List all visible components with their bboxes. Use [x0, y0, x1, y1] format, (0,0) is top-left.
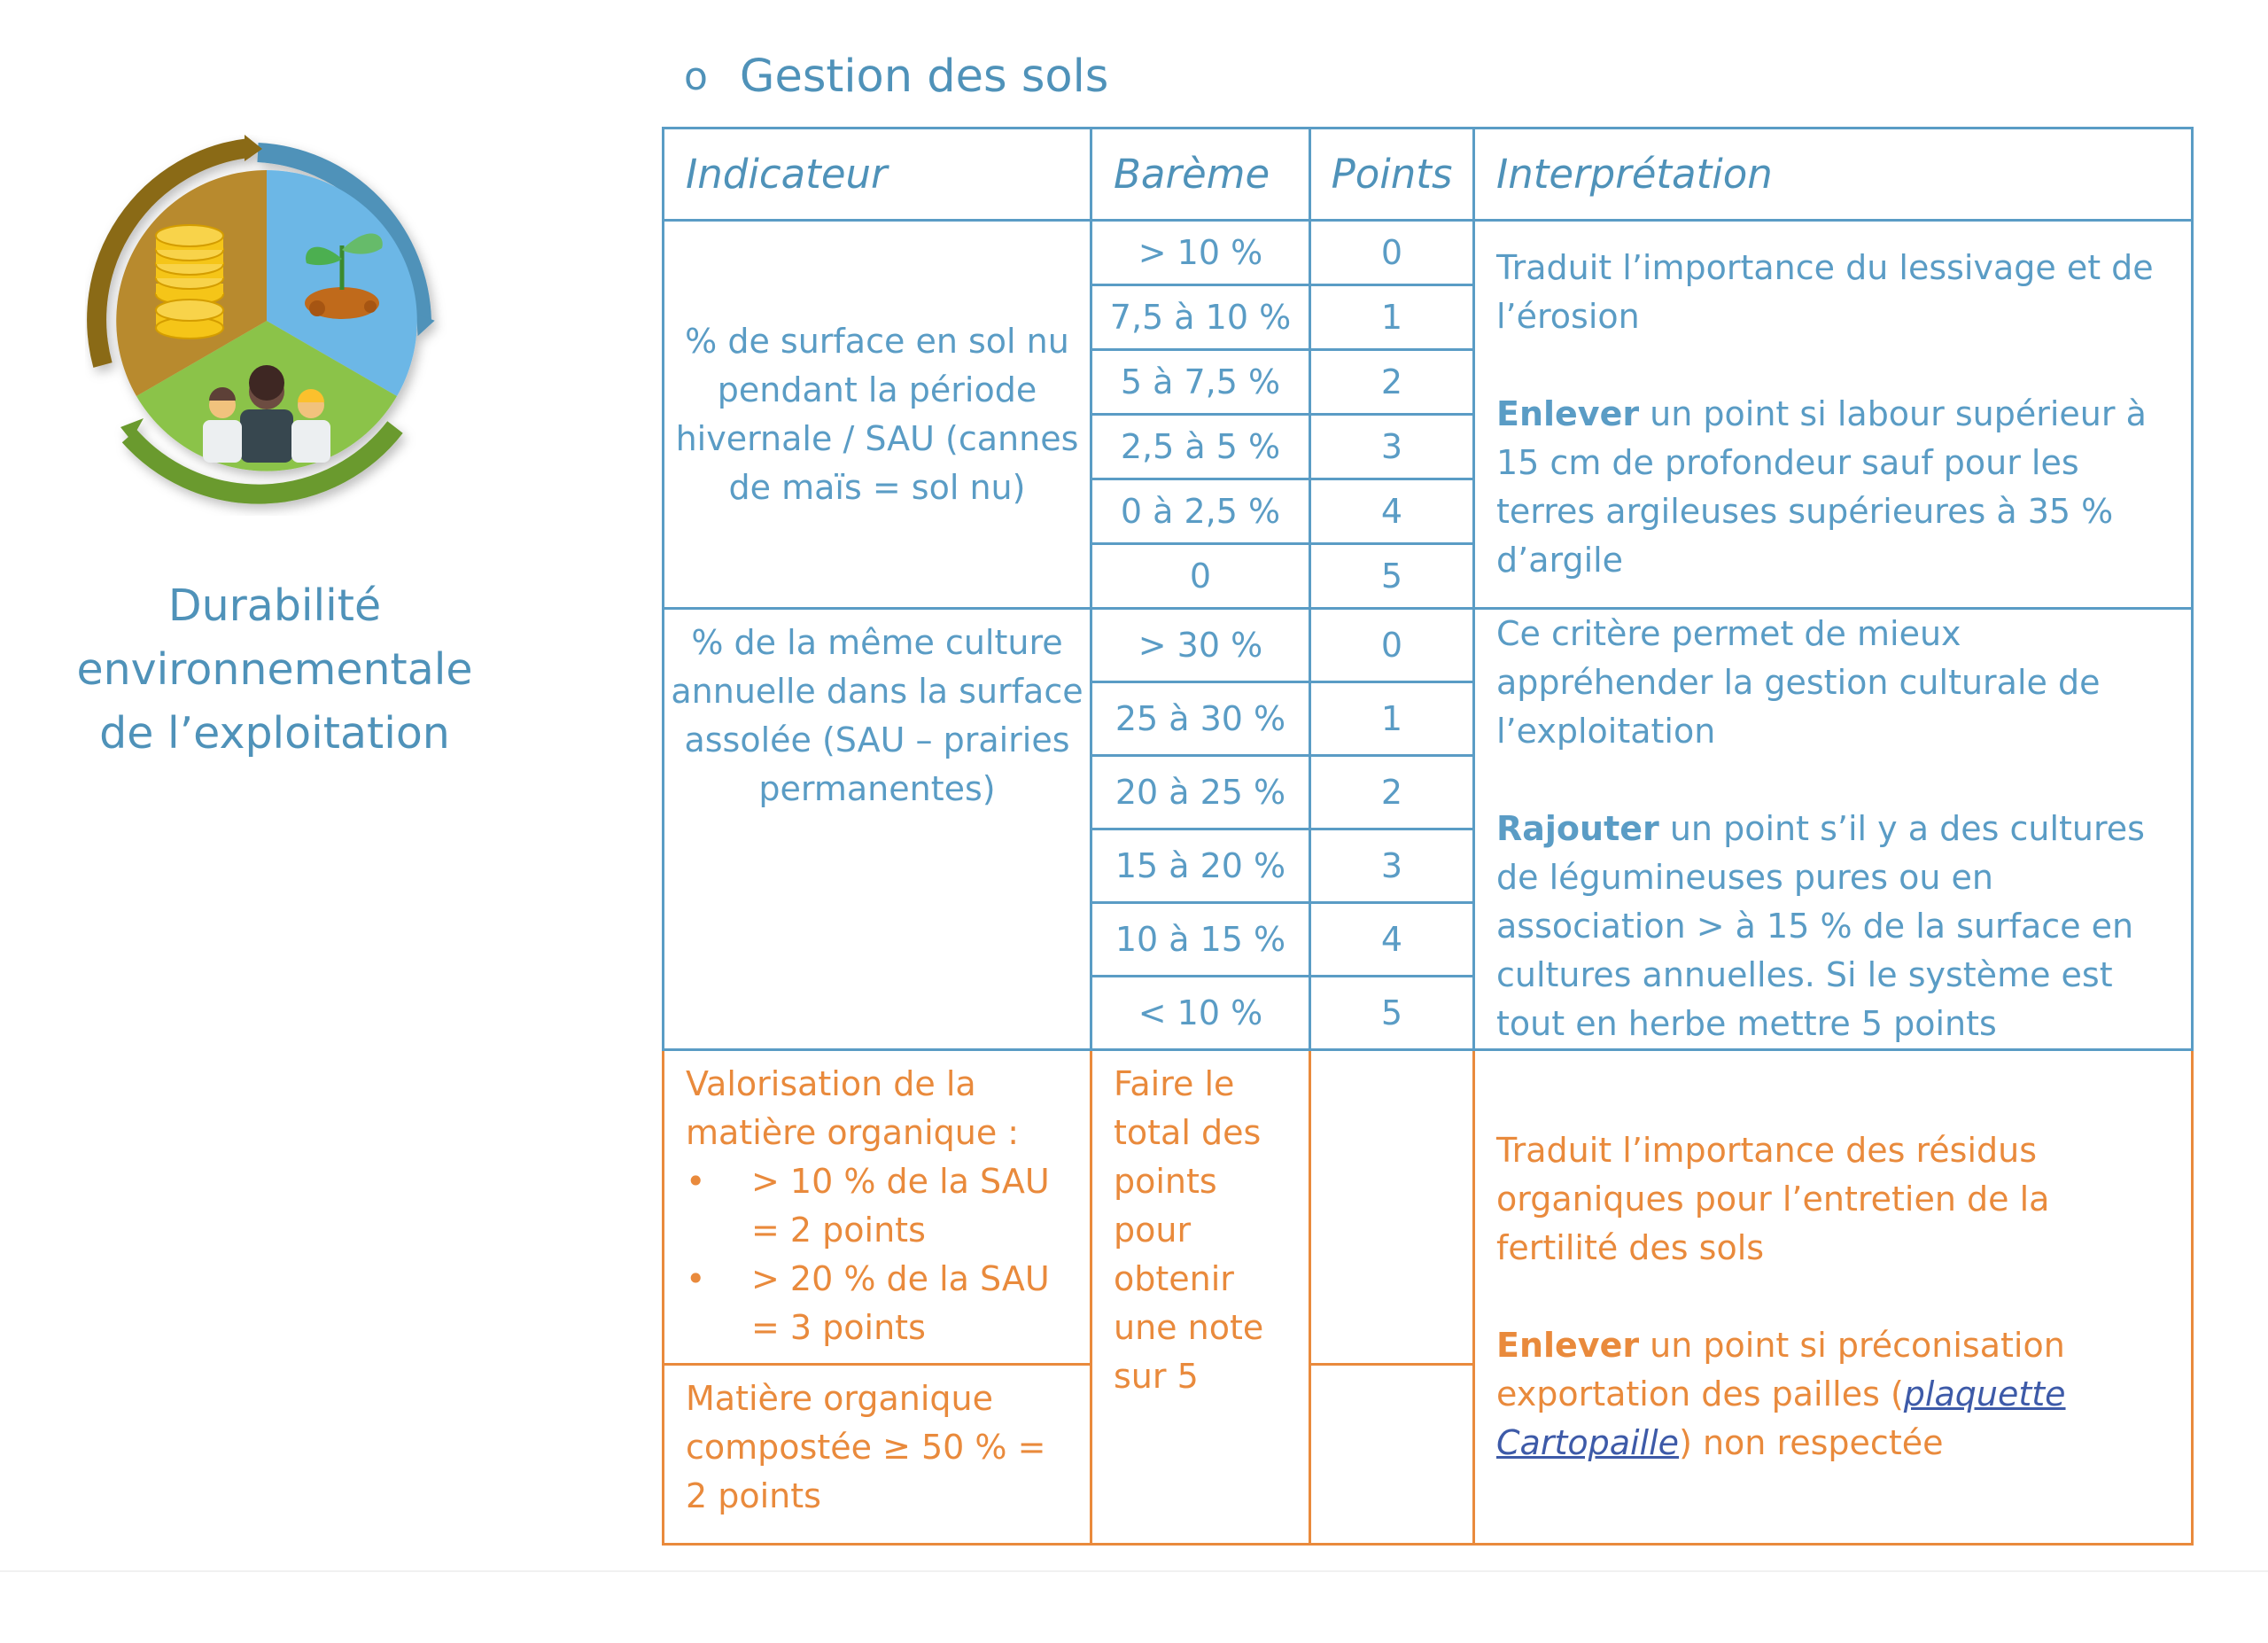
list-item: • > 20 % de la SAU = 3 points	[751, 1255, 1068, 1352]
table-row	[664, 609, 2193, 682]
bareme-cell: 2,5 à 5 %	[1091, 415, 1310, 479]
header-bareme: Barème	[1091, 128, 1310, 221]
interpretation-text: Ce critère permet de mieux appréhender la gestion culturale de l’exploitation	[1496, 614, 2101, 751]
bareme-cell: 7,5 à 10 %	[1091, 285, 1310, 350]
coins-icon	[156, 225, 223, 339]
organic-matter-bullets	[686, 1157, 1068, 1352]
points-cell: 2	[1310, 756, 1474, 829]
points-cell: 0	[1310, 221, 1474, 285]
interpretation-text: Traduit l’importance du lessivage et de l’érosion	[1496, 248, 2154, 336]
side-title	[35, 574, 514, 766]
rule-text: un point si labour supérieur à 15 cm de profondeur sauf pour les terres argileuses supérieures à 35 % d’argile	[1496, 394, 2147, 580]
points-cell: 1	[1310, 285, 1474, 350]
list-item: • > 10 % de la SAU = 2 points	[751, 1157, 1068, 1255]
bareme-cell: 0 à 2,5 %	[1091, 479, 1310, 544]
points-cell: 3	[1310, 415, 1474, 479]
rule-text: un point si préconisation exportation des pailles (	[1496, 1326, 2065, 1413]
bareme-cell: < 10 %	[1091, 977, 1310, 1050]
cartopaille-link[interactable]: plaquette Cartopaille	[1496, 1374, 2066, 1462]
points-empty-cell	[1310, 1050, 1474, 1365]
scoring-table	[662, 127, 2194, 1546]
section-heading	[684, 41, 1108, 112]
bareme-cell: 0	[1091, 544, 1310, 609]
points-cell: 5	[1310, 544, 1474, 609]
interpretation-text: Traduit l’importance des résidus organiques pour l’entretien de la fertilité des sols	[1496, 1131, 2050, 1267]
rule-keyword: Enlever	[1496, 394, 1640, 433]
points-cell: 3	[1310, 829, 1474, 903]
bareme-total: Faire le total des points pour obtenir une note sur 5	[1091, 1050, 1310, 1545]
section-title: Gestion des sols	[739, 50, 1109, 103]
table-row	[664, 221, 2193, 285]
bareme-cell: 25 à 30 %	[1091, 682, 1310, 756]
interpretation-rule	[1496, 1321, 2170, 1468]
points-cell: 4	[1310, 479, 1474, 544]
points-empty-cell	[1310, 1365, 1474, 1545]
rule-text: un point s’il y a des cultures de légumineuses pures ou en association > à 15 % de la surface en cultures annuelles. Si le système est tout en herbe mettre 5 points	[1496, 809, 2145, 1043]
indicator-compost: Matière organique compostée ≥ 50 % = 2 points	[664, 1365, 1091, 1545]
indicator-organic-matter	[664, 1050, 1091, 1365]
interpretation-rule	[1496, 805, 2170, 1048]
heading-bullet: o	[684, 53, 708, 99]
points-cell: 5	[1310, 977, 1474, 1050]
header-points: Points	[1310, 128, 1474, 221]
points-cell: 4	[1310, 903, 1474, 977]
bareme-cell: 5 à 7,5 %	[1091, 350, 1310, 415]
bareme-cell: 10 à 15 %	[1091, 903, 1310, 977]
rule-text-end: ) non respectée	[1679, 1423, 1944, 1462]
rule-keyword: Rajouter	[1496, 809, 1659, 848]
page-divider	[0, 1570, 2268, 1572]
table-header-row	[664, 128, 2193, 221]
interpretation-same-crop	[1474, 609, 2193, 1050]
side-title-line-2: environnementale	[76, 644, 473, 695]
points-cell: 1	[1310, 682, 1474, 756]
bareme-cell: > 30 %	[1091, 609, 1310, 682]
bareme-cell: 15 à 20 %	[1091, 829, 1310, 903]
points-cell: 2	[1310, 350, 1474, 415]
indicator-same-crop: % de la même culture annuelle dans la surface assolée (SAU – prairies permanentes)	[664, 609, 1091, 1050]
bareme-cell: 20 à 25 %	[1091, 756, 1310, 829]
interpretation-rule	[1496, 390, 2170, 585]
rule-keyword: Enlever	[1496, 1326, 1640, 1365]
interpretation-bare-soil	[1474, 221, 2193, 609]
sustainability-cycle-logo	[85, 135, 457, 516]
interpretation-organic-matter	[1474, 1050, 2193, 1545]
points-cell: 0	[1310, 609, 1474, 682]
side-title-line-3: de l’exploitation	[99, 708, 450, 759]
indicator-bare-soil: % de surface en sol nu pendant la période hivernale / SAU (cannes de maïs = sol nu)	[664, 221, 1091, 609]
header-interpretation: Interprétation	[1474, 128, 2193, 221]
table-row	[664, 1050, 2193, 1365]
bareme-cell: > 10 %	[1091, 221, 1310, 285]
header-indicateur: Indicateur	[664, 128, 1091, 221]
organic-matter-intro: Valorisation de la matière organique :	[686, 1064, 1020, 1152]
side-title-line-1: Durabilité	[167, 580, 382, 631]
